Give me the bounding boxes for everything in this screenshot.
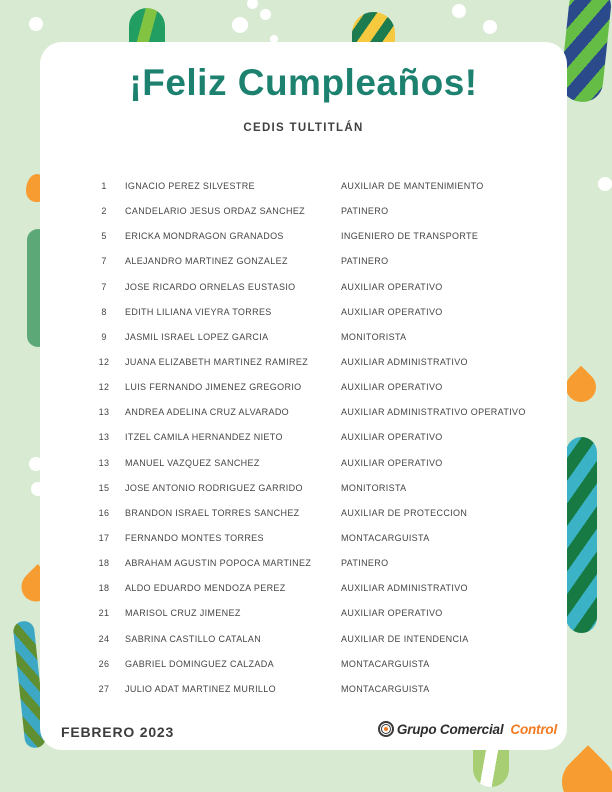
employee-position: MONTACARGUISTA [341,532,430,543]
birthday-day: 7 [101,281,107,292]
confetti-dot [247,0,258,9]
birthday-row [40,627,567,652]
employee-position: AUXILIAR ADMINISTRATIVO [341,356,468,367]
birthday-day: 2 [101,206,107,217]
birthday-row [40,249,567,274]
birthday-day: 8 [101,306,107,317]
birthday-row [40,400,567,425]
birthday-day: 27 [98,683,110,694]
confetti-dot [452,4,466,18]
birthday-row [40,300,567,325]
birthday-day: 18 [98,558,110,569]
employee-position: PATINERO [341,558,389,569]
birthday-day: 12 [98,382,110,393]
bullseye-ring [381,724,391,734]
employee-position: PATINERO [341,206,389,217]
logo-text-primary: Grupo Comercial [396,721,504,737]
birthday-row [40,451,567,476]
birthday-list [40,174,567,702]
birthday-day: 13 [98,407,110,418]
birthday-row [40,275,567,300]
employee-name: EDITH LILIANA VIEYRA TORRES [125,306,272,317]
birthday-row [40,350,567,375]
birthday-row [40,174,567,199]
birthday-day: 12 [98,356,110,367]
candle-icon [566,437,597,633]
confetti-dot [260,9,271,20]
birthday-row [40,476,567,501]
employee-position: AUXILIAR DE INTENDENCIA [341,633,469,644]
birthday-row [40,551,567,576]
birthday-row [40,199,567,224]
employee-name: ALDO EDUARDO MENDOZA PEREZ [125,583,286,594]
employee-name: JOSE RICARDO ORNELAS EUSTASIO [125,281,296,292]
employee-position: AUXILIAR OPERATIVO [341,608,443,619]
employee-name: ITZEL CAMILA HERNANDEZ NIETO [125,432,283,443]
employee-name: BRANDON ISRAEL TORRES SANCHEZ [125,507,300,518]
employee-position: MONITORISTA [341,482,407,493]
employee-name: JUANA ELIZABETH MARTINEZ RAMIREZ [125,356,309,367]
employee-name: JOSE ANTONIO RODRIGUEZ GARRIDO [125,482,303,493]
flyer-card [40,42,567,750]
employee-name: ANDREA ADELINA CRUZ ALVARADO [125,407,290,418]
company-logo [378,721,557,737]
employee-name: JULIO ADAT MARTINEZ MURILLO [125,683,276,694]
employee-position: AUXILIAR OPERATIVO [341,457,443,468]
employee-position: AUXILIAR DE MANTENIMIENTO [341,181,484,191]
bullseye-logo-icon [378,721,394,737]
candle-icon [473,745,509,787]
page-title: ¡Feliz Cumpleaños! [129,62,478,103]
confetti-dot [29,17,43,31]
birthday-day: 1 [101,181,107,191]
birthday-day: 9 [101,331,107,342]
employee-name: MARISOL CRUZ JIMENEZ [125,608,241,619]
birthday-day: 24 [98,633,110,644]
birthday-row [40,224,567,249]
birthday-day: 26 [98,658,110,669]
birthday-row [40,425,567,450]
employee-name: JASMIL ISRAEL LOPEZ GARCIA [125,331,269,342]
flame-icon [551,745,612,792]
birthday-day: 21 [98,608,110,619]
confetti-dot [232,17,248,33]
birthday-day: 13 [98,457,110,468]
birthday-day: 5 [101,231,107,242]
employee-name: CANDELARIO JESUS ORDAZ SANCHEZ [125,206,306,217]
employee-position: MONTACARGUISTA [341,658,430,669]
employee-name: IGNACIO PEREZ SILVESTRE [125,181,255,191]
employee-position: AUXILIAR OPERATIVO [341,432,443,443]
confetti-dot [598,177,612,191]
birthday-row [40,677,567,702]
birthday-row [40,526,567,551]
employee-position: AUXILIAR OPERATIVO [341,306,443,317]
employee-position: AUXILIAR ADMINISTRATIVO OPERATIVO [341,407,526,418]
employee-position: PATINERO [341,256,389,267]
birthday-day: 7 [101,256,107,267]
employee-position: INGENIERO DE TRANSPORTE [341,231,479,242]
employee-position: AUXILIAR ADMINISTRATIVO [341,583,468,594]
page-subtitle: CEDIS TULTITLÁN [243,122,364,134]
birthday-row [40,501,567,526]
confetti-dot [483,20,497,34]
birthday-row [40,375,567,400]
employee-position: AUXILIAR OPERATIVO [341,281,443,292]
employee-name: SABRINA CASTILLO CATALAN [125,633,262,644]
birthday-row [40,576,567,601]
employee-position: AUXILIAR OPERATIVO [341,382,443,393]
birthday-row [40,325,567,350]
employee-name: ABRAHAM AGUSTIN POPOCA MARTINEZ [125,558,312,569]
employee-name: GABRIEL DOMINGUEZ CALZADA [125,658,274,669]
employee-position: MONTACARGUISTA [341,683,430,694]
employee-name: ERICKA MONDRAGON GRANADOS [125,231,284,242]
employee-position: AUXILIAR DE PROTECCION [341,507,468,518]
employee-name: FERNANDO MONTES TORRES [125,532,264,543]
employee-name: ALEJANDRO MARTINEZ GONZALEZ [125,256,288,267]
birthday-day: 17 [98,532,110,543]
month-label: FEBRERO 2023 [61,724,175,740]
birthday-day: 15 [98,482,110,493]
employee-name: LUIS FERNANDO JIMENEZ GREGORIO [125,382,302,393]
birthday-row [40,601,567,626]
employee-name: MANUEL VAZQUEZ SANCHEZ [125,457,260,468]
employee-position: MONITORISTA [341,331,407,342]
bullseye-core [384,727,388,731]
birthday-day: 13 [98,432,110,443]
birthday-day: 18 [98,583,110,594]
logo-text-accent: Control [510,721,557,737]
birthday-row [40,652,567,677]
birthday-day: 16 [98,507,110,518]
